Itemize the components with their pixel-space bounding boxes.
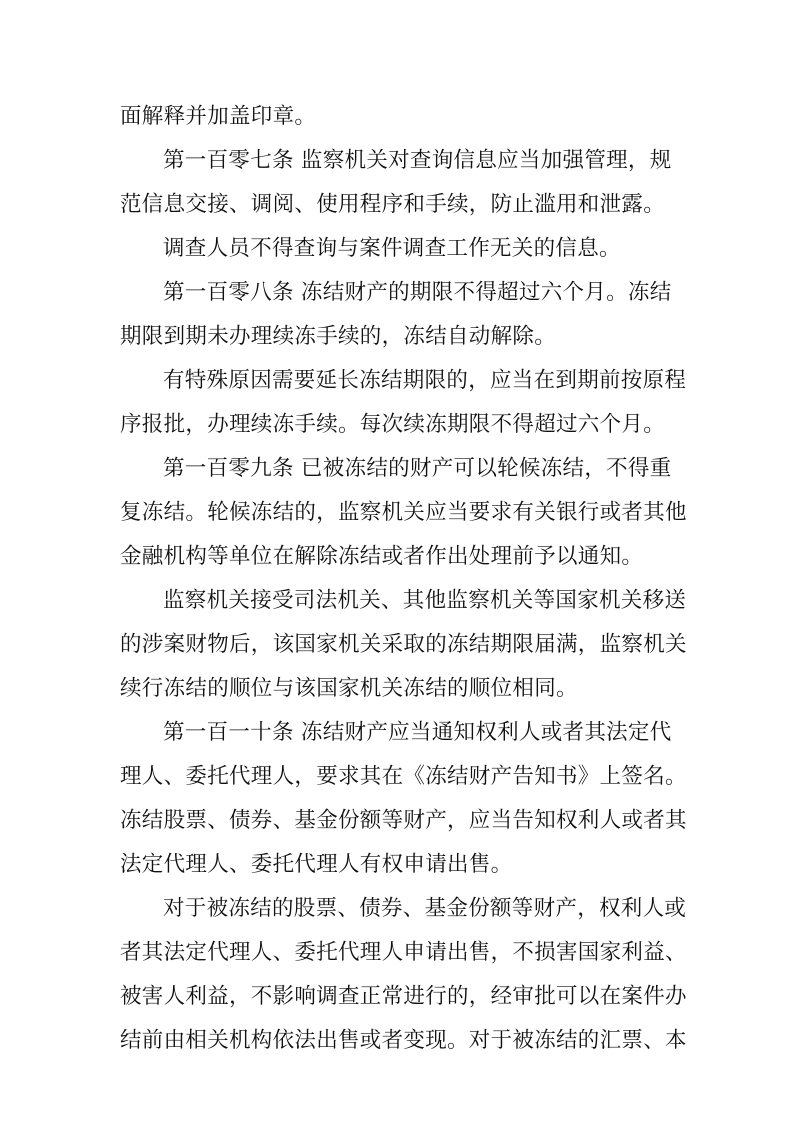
article-108-heading-line: 第一百零八条 冻结财产的期限不得超过六个月。冻结 [163, 280, 672, 305]
paragraph-first-line: 有特殊原因需要延长冻结期限的，应当在到期前按原程 [163, 368, 687, 393]
paragraph-first-line: 对于被冻结的股票、债券、基金份额等财产，权利人或 [163, 896, 687, 921]
text-line: 续行冻结的顺位与该国家机关冻结的顺位相同。 [120, 676, 578, 701]
text-line: 期限到期未办理续冻手续的，冻结自动解除。 [120, 324, 557, 349]
text-line: 法定代理人、委托代理人有权申请出售。 [120, 852, 513, 877]
text-line: 序报批，办理续冻手续。每次续冻期限不得超过六个月。 [120, 412, 666, 437]
text-line: 范信息交接、调阅、使用程序和手续，防止滥用和泄露。 [120, 192, 666, 217]
text-line: 理人、委托代理人，要求其在《冻结财产告知书》上签名。 [120, 764, 687, 789]
article-109-heading-line: 第一百零九条 已被冻结的财产可以轮候冻结，不得重 [163, 456, 672, 481]
text-line: 面解释并加盖印章。 [120, 104, 317, 129]
article-110-heading-line: 第一百一十条 冻结财产应当通知权利人或者其法定代 [163, 720, 672, 745]
text-line: 被害人利益，不影响调查正常进行的，经审批可以在案件办 [120, 984, 687, 1009]
article-107-heading-line: 第一百零七条 监察机关对查询信息应当加强管理，规 [163, 148, 672, 173]
paragraph-first-line: 监察机关接受司法机关、其他监察机关等国家机关移送 [163, 588, 687, 613]
text-line: 结前由相关机构依法出售或者变现。对于被冻结的汇票、本 [120, 1028, 687, 1053]
text-line: 复冻结。轮候冻结的，监察机关应当要求有关银行或者其他 [120, 500, 687, 525]
paragraph-first-line: 调查人员不得查询与案件调查工作无关的信息。 [163, 236, 621, 261]
text-line: 的涉案财物后，该国家机关采取的冻结期限届满，监察机关 [120, 632, 687, 657]
text-line: 者其法定代理人、委托代理人申请出售，不损害国家利益、 [120, 940, 687, 965]
text-line: 金融机构等单位在解除冻结或者作出处理前予以通知。 [120, 544, 644, 569]
text-line: 冻结股票、债券、基金份额等财产，应当告知权利人或者其 [120, 808, 687, 833]
